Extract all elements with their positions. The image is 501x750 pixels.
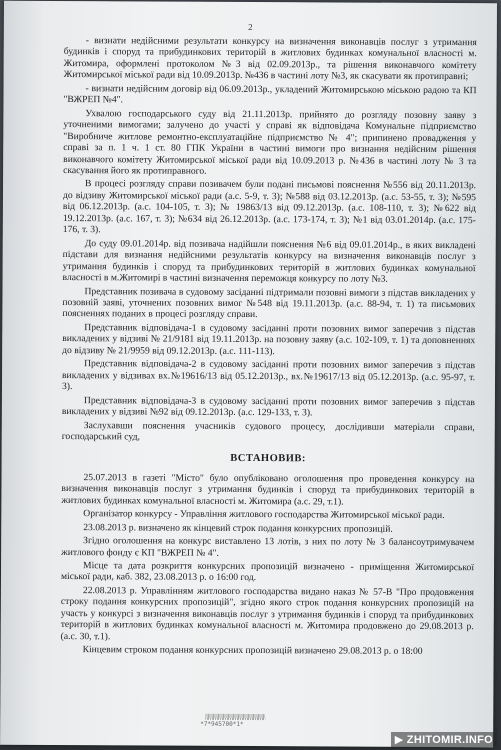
finding-paragraph: 25.07.2013 в газеті "Місто" було опубліковано оголошення про проведення конкурсу на визначення виконавців послуг з утримання будинків і споруд та прибудинкових територій в житлових будинках комунальної власності м. Житомира (а.с. 29, т.1).	[61, 471, 475, 508]
site-watermark: ▶ ZHITOMIR.INFO	[391, 732, 497, 747]
finding-paragraph: Кінцевим строком подання конкурсних пропозицій визначено 29.08.2013 р. о 18:00	[82, 644, 423, 658]
footer-code: *7*945700*1*	[200, 720, 244, 728]
paragraph: Представник відповідача-3 в судовому засіданні проти позовних вимог заперечив з підстав викладених у відзиві №92 від 09.12.2013р. (а.с. 129-133, т. 3).	[61, 394, 475, 419]
document-page	[0, 1, 497, 748]
paragraph: Ухвалою господарського суду від 21.11.2013р. прийнято до розгляду позовну заяву з уточненими вимогами; залучено до участі у справі як відповідача Комунальне підприємство "Виробниче житлове ремонтно-експлуатаційне підприємство № 4"; припинено провадження у справі за п. 1 ч. 1 ст. 80 ГПК України в частині вимоги про визнання недійсним рішення виконавчого комітету Житомирської міської ради від 10.09.2013 р. №436 в частині лоту № 3 та скасування його як протиправного.	[63, 107, 477, 177]
paragraph: Представник відповідача-2 в судовому засіданні проти позовних вимог заперечив з підстав викладених у відзивах вх.№19616/13 від 05.12.2013р., вх.№19617/13 від 05.12.2013р. (а.с. 95-97, т. 3).	[61, 358, 476, 393]
finding-paragraph: Місце та дата розкриття конкурсних пропозицій визначено - приміщення Житомирської міської ради, каб. 382, 23.08.2013 р. о 16:00 год.	[60, 560, 475, 584]
page-shadow	[0, 1, 44, 745]
finding-paragraph: 22.08.2013 р. Управлінням житлового господарства видано наказ № 57-В "Про продовження строку подання конкурсних пропозицій", згідно якого строк подання конкурсних пропозицій на участь у конкурсі з визначення виконавців послуг з утримання будинків і споруд та прибудинкових територій в житлових будинках комунальної власності м. Житомира продовжено до 29.08.2013 р.(а.с. 30, т.1).	[60, 585, 474, 643]
paragraph: Представник відповідача-1 в судовому засіданні проти позовних вимог заперечив з підстав викладених у відзиві № 21/9181 від 19.11.2013р. на позовну заяву (а.с. 102-109, т. 1) та доповненнях до відзиву № 21/9959 від 09.12.2013р. (а.с. 111-113).	[62, 322, 476, 357]
finding-paragraph: 23.08.2013 р. визначено як кінцевий строк подання конкурсних пропозицій.	[83, 521, 393, 535]
paragraph: - визнати недійсним договір від 06.09.2013р., укладений Житомирською міською радою та КП "ВЖРЕП №4".	[63, 82, 477, 106]
paragraph: В процесі розгляду справи позивачем були подані письмові пояснення №556 від 20.11.2013р. до відзиву Житомирської міської ради (а.с. 5-9, т. 3); №588 від 03.12.2013р. (а.с. 53-55, т. 3); №595 від 06.12.2013р. (а.с. 104-105, т. 3); № 19863/13 від 09.12.2013р. (а.с. 108-110, т. 3); №622 від 19.12.2013р. (а.с. 167, т. 3); №634 від 26.12.2013р. (а.с. 173-174, т. 3); №1 від 03.01.2014р. (а.с. 175-176, т. 3).	[62, 178, 477, 236]
paragraph: Представник позивача в судовому засіданні підтримали позовні вимоги з підстав викладених у позовній заяві, уточнених позовних вимог №548 від 19.11.2013р. (а.с. 88-94, т. 1) та письмових поясненнях поданих в процесі розгляду справи.	[62, 285, 476, 321]
page-number: 2	[248, 21, 253, 33]
finding-paragraph: Організатор конкурсу - Управління житлового господарства Житомирської міської ради.	[83, 508, 445, 522]
finding-paragraph: Згідно оголошення на конкурс виставлено 13 лотів, з них по лоту № 3 балансоутримувачем житлового фонду є КП "ВЖРЕП № 4".	[61, 535, 475, 559]
document-body	[61, 35, 477, 658]
paragraph: До суду 09.01.2014р. від позивача надійшли пояснення №6 від 09.01.2014р., в яких викладені підстави для визнання недійсними результатів конкурсу на визначення виконавців послуг з утримання будинків і споруд та прибудинкових територій в житлових будинках комунальної власності в м.Житомирі в частині визначення переможця конкурсу по лоту №3.	[62, 237, 476, 285]
paragraph: Заслухавши пояснення учасників судового процесу, дослідивши матеріали справи, господарський суд,	[61, 419, 475, 443]
section-heading: ВСТАНОВИВ:	[230, 453, 306, 465]
paragraph: - визнати недійсними результати конкурсу на визначення виконавців послуг з утримання будинків і споруд та прибудинкових територій в житлових будинках комунальної власності м. Житомира, оформлені протоколом №3 від 02.09.2013р., та рішення виконавчого комітету Житомирської міської ради від 10.09.2013р. №436 в частині лоту №3, як скасувати як протиправні;	[63, 35, 477, 83]
barcode-mark	[205, 714, 265, 720]
